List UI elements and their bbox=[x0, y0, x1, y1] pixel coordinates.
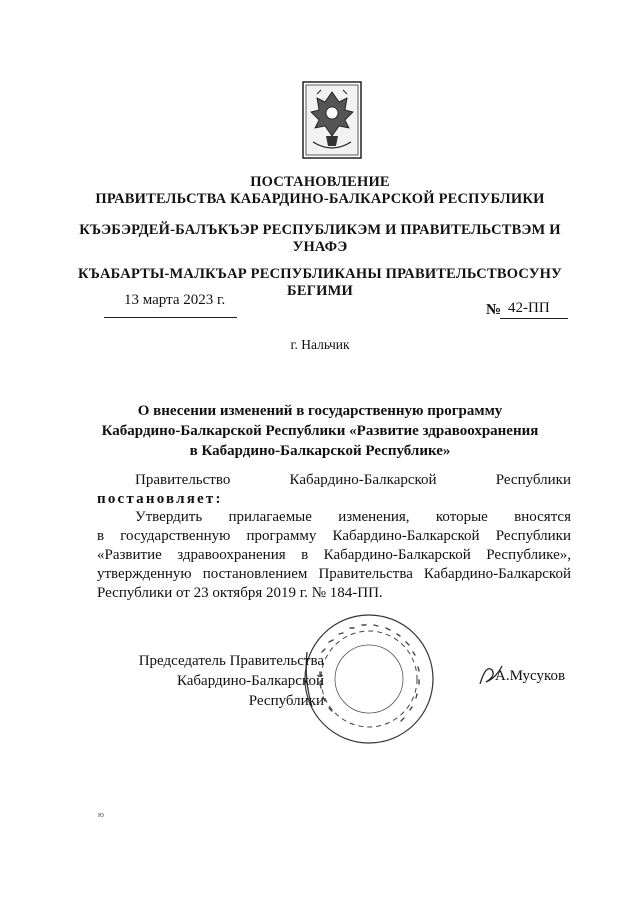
government-name-kabardian-cont: УНАФЭ bbox=[292, 239, 348, 255]
title-line: О внесении изменений в государственную программу bbox=[137, 403, 503, 419]
government-name-balkar: КЪАБАРТЫ-МАЛКЪАР РЕСПУБЛИКАНЫ ПРАВИТЕЛЬСТВОСУНУ bbox=[78, 266, 562, 282]
margin-mark: ю bbox=[98, 810, 104, 819]
preamble-line bbox=[135, 471, 571, 491]
preamble-word: Кабардино-Балкарской bbox=[289, 472, 437, 488]
document-title bbox=[80, 401, 560, 461]
position-line: Кабардино-Балкарской Республики bbox=[176, 673, 324, 709]
preamble-word: Республики bbox=[495, 472, 571, 488]
coat-of-arms-emblem bbox=[301, 80, 363, 160]
title-line: Кабардино-Балкарской Республики «Развитие здравоохранения bbox=[101, 423, 539, 439]
doc-type-heading: ПОСТАНОВЛЕНИЕ bbox=[250, 174, 390, 190]
resolution-line: «Развитие здравоохранения в Кабардино-Балкарской Республике», bbox=[97, 547, 571, 563]
resolution-line: утвержденную постановлением Правительства Кабардино-Балкарской bbox=[97, 566, 571, 582]
signatory-name: А.Мусуков bbox=[495, 668, 566, 684]
resolution-line: Республики от 23 октября 2019 г. № 184-ПП. bbox=[97, 585, 383, 601]
resolution-line: Утвердить прилагаемые изменения, которые вносятся bbox=[135, 509, 571, 525]
date-underline bbox=[104, 317, 237, 318]
signatory-position bbox=[104, 651, 324, 711]
government-name-ru: ПРАВИТЕЛЬСТВА КАБАРДИНО-БАЛКАРСКОЙ РЕСПУБЛИКИ bbox=[95, 191, 545, 207]
resolution-line: в государственную программу Кабардино-Балкарской Республики bbox=[97, 528, 571, 544]
number-underline bbox=[500, 318, 568, 319]
resolves-word: постановляет: bbox=[97, 491, 223, 507]
number-label: № bbox=[486, 302, 502, 318]
preamble-word: Правительство bbox=[135, 472, 231, 488]
document-number: 42-ПП bbox=[508, 300, 550, 316]
position-line: Председатель Правительства bbox=[138, 653, 324, 669]
document-date: 13 марта 2023 г. bbox=[124, 292, 226, 308]
title-line: в Кабардино-Балкарской Республике» bbox=[189, 443, 451, 459]
city-name: г. Нальчик bbox=[290, 337, 350, 352]
government-name-kabardian: КЪЭБЭРДЕЙ-БАЛЪКЪЭР РЕСПУБЛИКЭМ И ПРАВИТЕЛЬСТВЭМ И bbox=[79, 222, 561, 238]
government-name-balkar-cont: БЕГИМИ bbox=[287, 283, 353, 299]
